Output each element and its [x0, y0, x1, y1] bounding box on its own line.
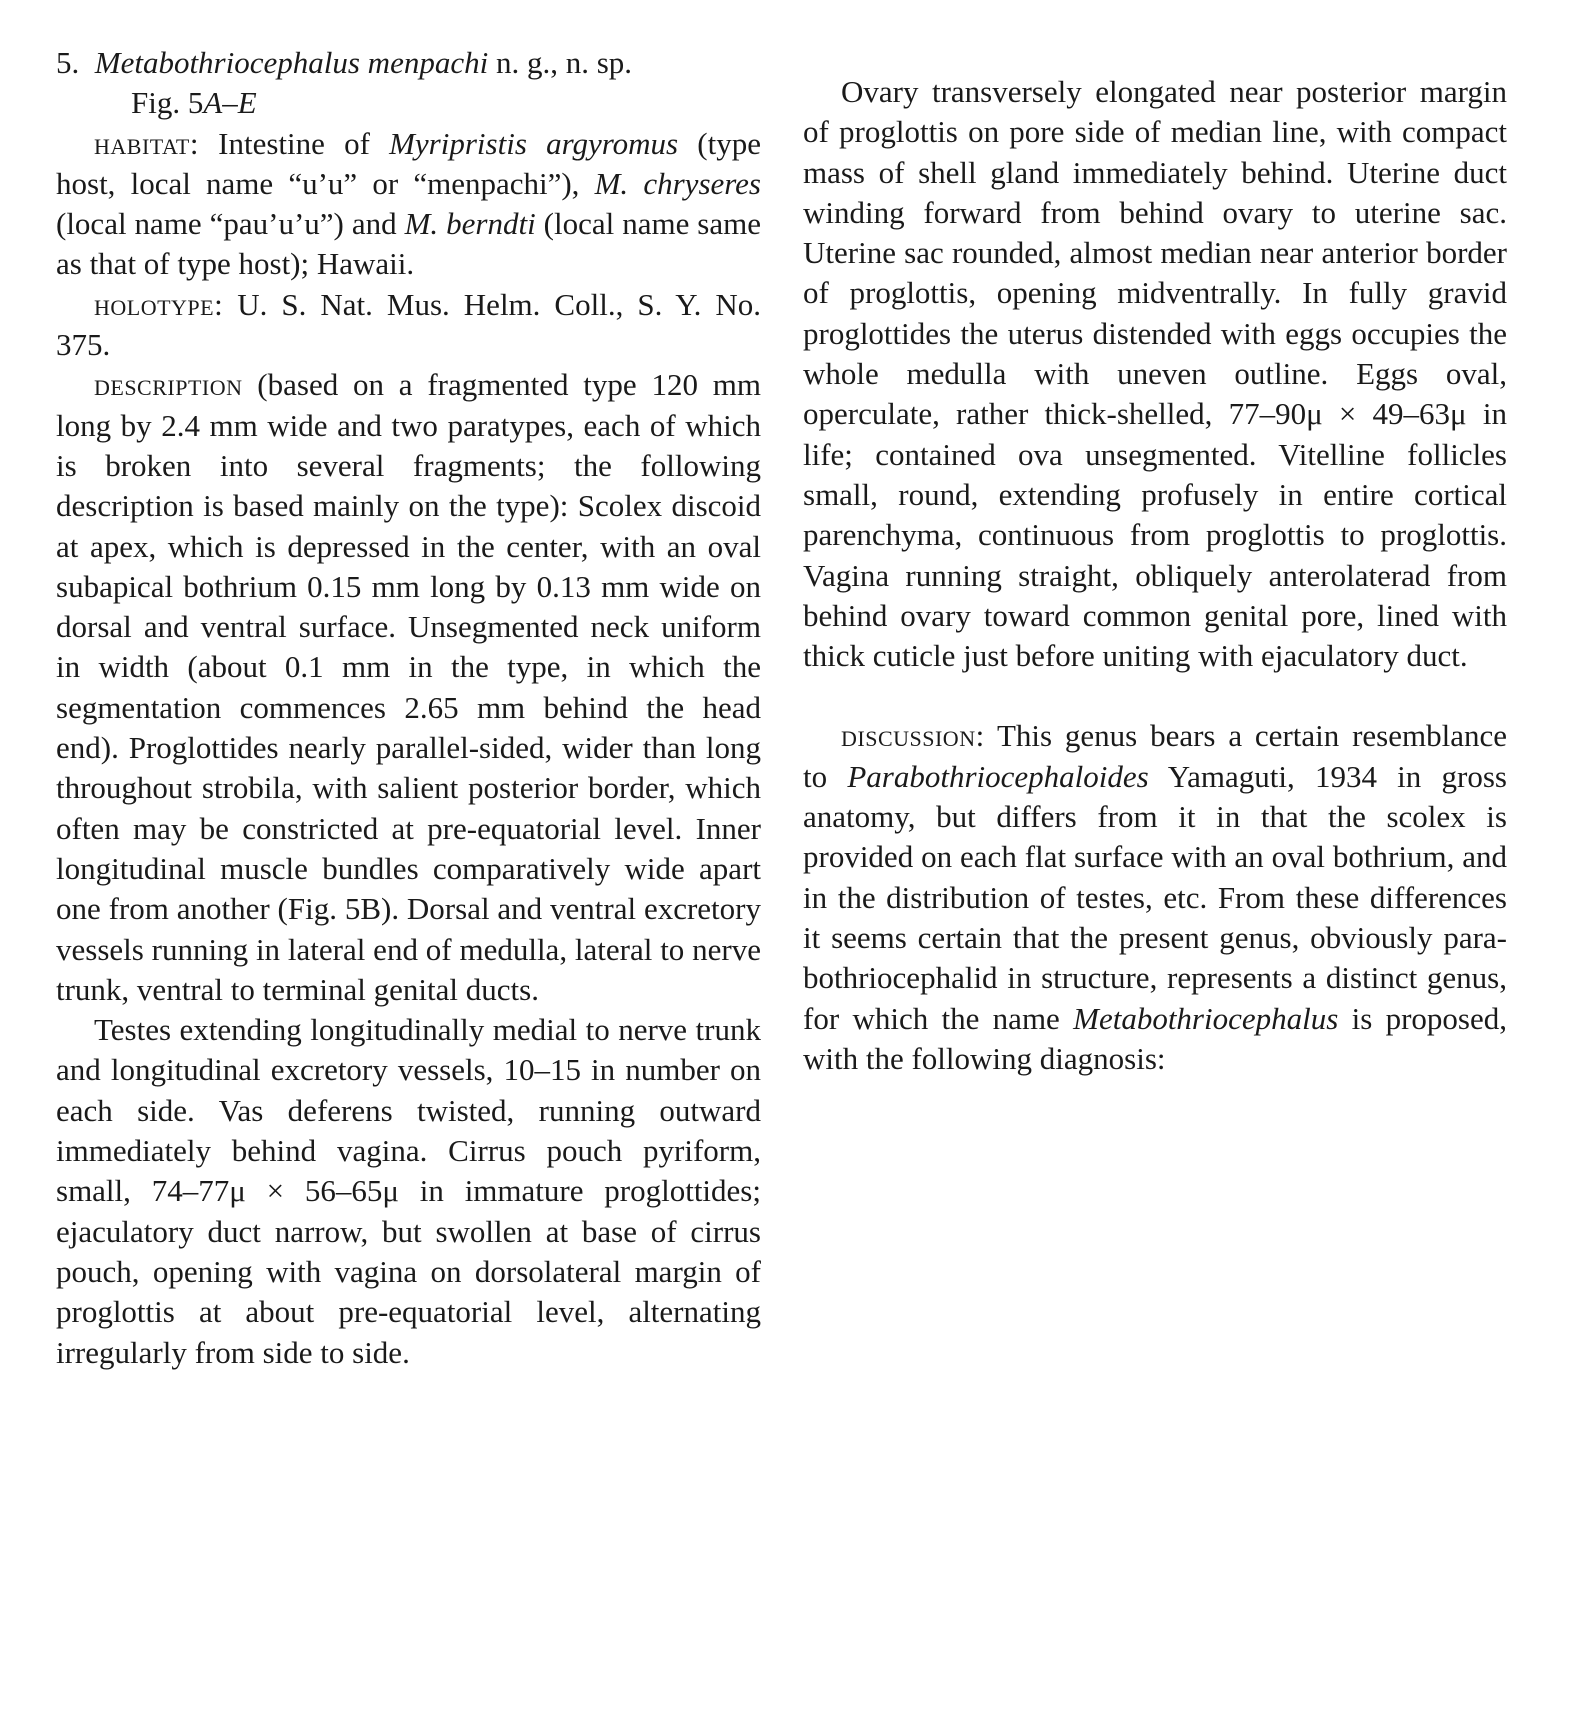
- habitat-label: habitat:: [94, 125, 199, 161]
- discussion-label: discussion:: [841, 718, 985, 754]
- figure-reference: [56, 83, 761, 123]
- figure-ref-panels: A–E: [203, 85, 257, 121]
- species-name: Metabothriocephalus menpachi: [94, 45, 489, 80]
- species-number: 5.: [56, 45, 80, 80]
- habitat-paragraph: [56, 124, 761, 285]
- discussion-text: is proposed, with the following diagnosis:: [803, 1000, 1507, 1076]
- holotype-label: holotype:: [94, 286, 224, 322]
- ovary-paragraph: Ovary transversely elongated near posterior margin of proglottis on pore side of median line, with compact mass of shell gland immediately behind. Uterine duct winding forward from behind ovary to uterine sac. Uterine sac rounded, almost median near anterior border of proglottis, opening midventrally. In fully gravid proglottides the uterus distended with eggs occupies the whole medulla with uneven outline. Eggs oval, operculate, rather thick-shelled, 77–90μ × 49–63μ in life; contained ova unsegmented. Vitelline follicles small, round, extending profusely in entire cortical parenchyma, continuous from proglottis to proglottis. Vagina running straight, obliquely anterolaterad from behind ovary toward common genital pore, lined with thick cuticle just before uniting with ejaculatory duct.: [803, 74, 1507, 674]
- description-text: (based on a fragmented type 120 mm long by 2.4 mm wide and two paratypes, each of which is broken into several fragments; the following description is based mainly on the type): Scolex discoid at apex, which is depressed in the center, with an oval subapical bothrium 0.15 mm long by 0.13 mm wide on dorsal and ventral surface. Unsegmented neck uniform in width (about 0.1 mm in the type, in which the segmentation commences 2.65 mm behind the head end). Proglottides nearly parallel-sided, wider than long throughout strobila, with salient posterior border, which often may be constricted at pre-equatorial level. Inner longitudinal muscle bundles comparatively wide apart one from another (Fig. 5B). Dorsal and ventral excretory vessels running in lateral end of medulla, lateral to nerve trunk, ventral to terminal genital ducts.: [56, 367, 761, 1007]
- paragraph-gap: [803, 676, 1507, 716]
- habitat-text: (local name “pau’u’u”) and: [56, 206, 405, 242]
- taxonomic-status: n. g., n. sp.: [495, 45, 633, 80]
- discussion-text: Yamaguti, 1934 in gross anatomy, but differs from it in that the scolex is provided on each flat surface with an oval bothrium, and in the distribution of testes, etc. From these differences it seems certain that the present genus, obviously parabothriocephalid in structure, represents a distinct genus, for which the name: [803, 758, 1507, 1036]
- type-host-name: Myripristis argyromus: [389, 125, 679, 161]
- left-column: [56, 43, 761, 1373]
- host-name: M. chryseres: [594, 165, 761, 201]
- description-paragraph: [56, 365, 761, 1010]
- habitat-text: (type host, local name “u’u” or “menpachi”),: [56, 125, 761, 201]
- testes-paragraph: Testes extending longitudinally medial to nerve trunk and longitudinal excretory vessels, 10–15 in number on each side. Vas deferens twisted, running outward immediately behind vagina. Cirrus pouch pyriform, small, 74–77μ × 56–65μ in immature proglottides; ejaculatory duct narrow, but swollen at base of cirrus pouch, opening with vagina on dorsolateral margin of proglottis at about pre-equatorial level, alternating irregularly from side to side.: [56, 1012, 761, 1370]
- discussion-paragraph: [803, 716, 1507, 1079]
- description-label: description: [94, 367, 243, 403]
- discussion-text: This genus bears a certain resemblance to: [803, 718, 1507, 794]
- genus-name: Parabothriocephaloides: [847, 758, 1149, 794]
- genus-name: Metabothriocephalus: [1073, 1000, 1339, 1036]
- habitat-text: (local name same as that of type host); Hawaii.: [56, 206, 761, 282]
- figure-ref-prefix: Fig. 5: [131, 85, 204, 121]
- right-column: [803, 72, 1507, 1079]
- host-name: M. berndti: [404, 206, 536, 242]
- holotype-paragraph: [56, 285, 761, 366]
- habitat-text: Intestine of: [198, 125, 390, 161]
- holotype-text: U. S. Nat. Mus. Helm. Coll., S. Y. No. 375.: [56, 286, 761, 363]
- species-heading: [56, 43, 761, 83]
